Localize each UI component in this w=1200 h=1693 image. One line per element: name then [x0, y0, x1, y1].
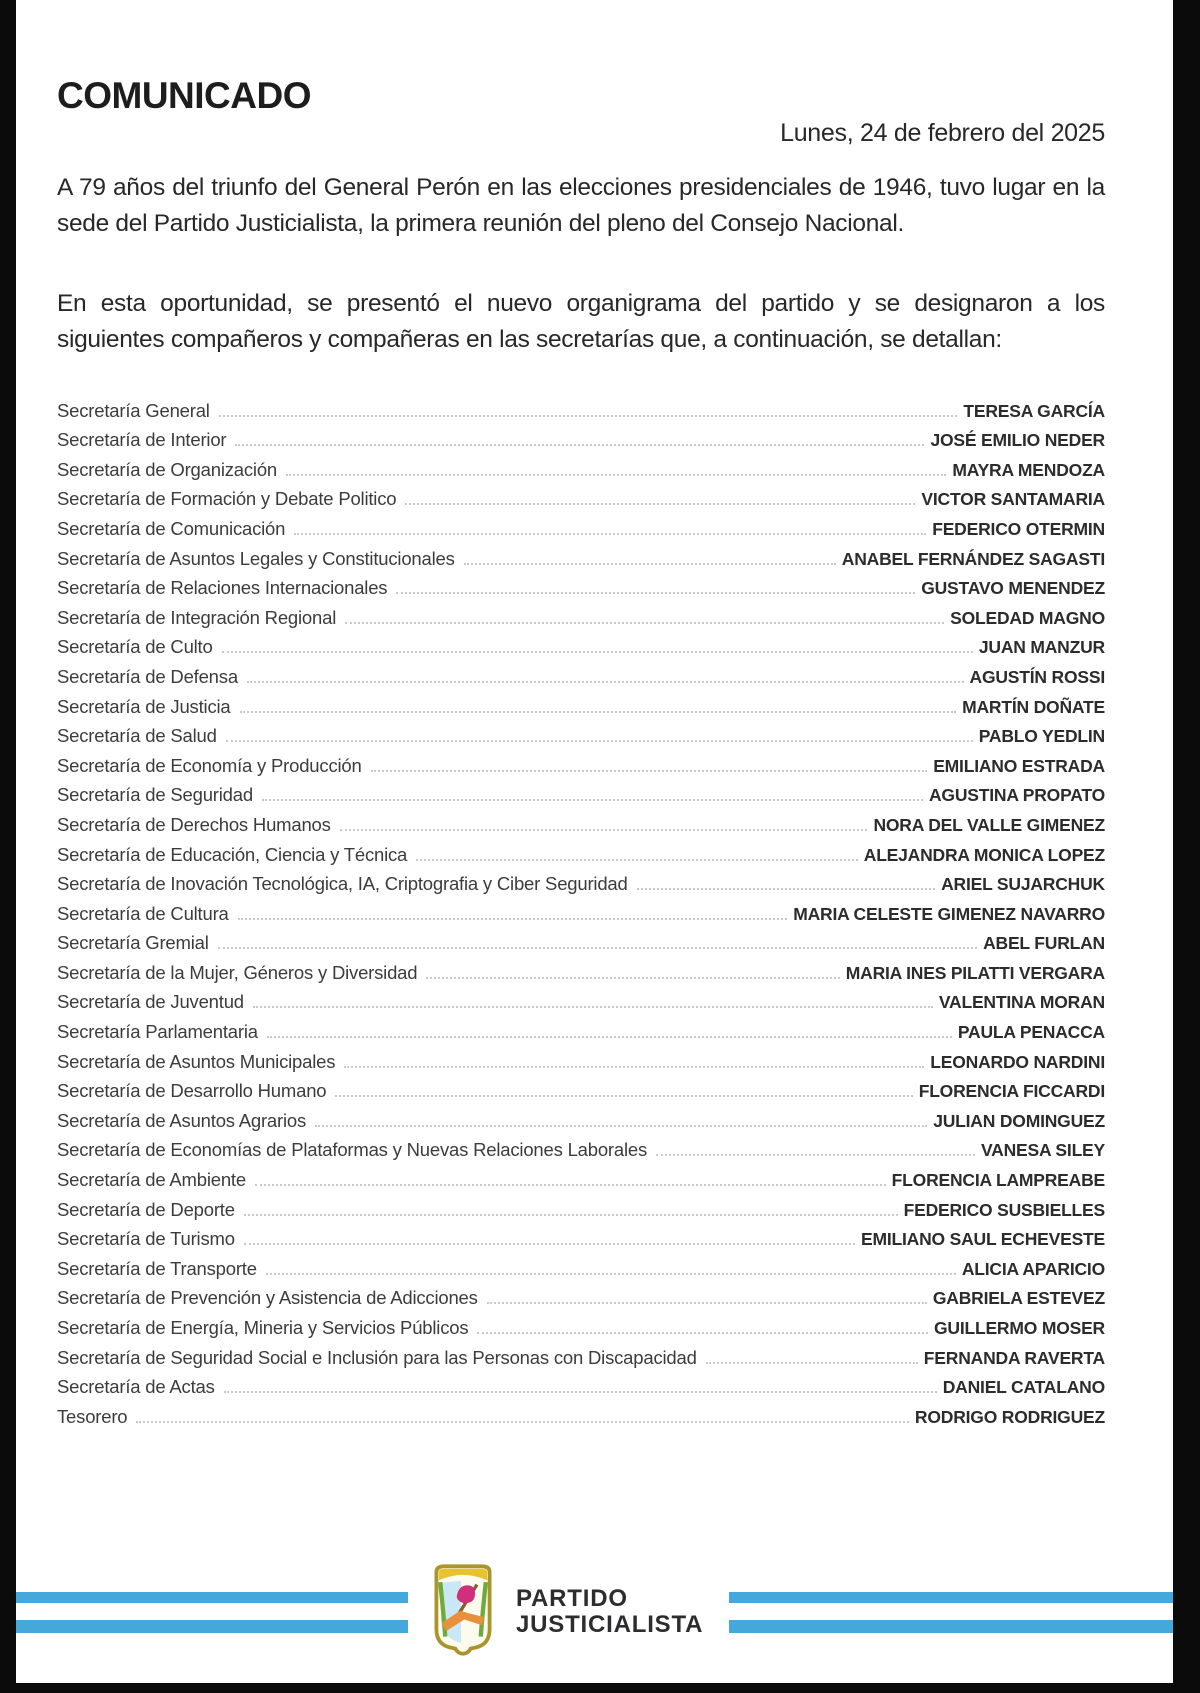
appointee-name: VICTOR SANTAMARIA: [921, 489, 1105, 510]
secretariat-label: Secretaría de Interior: [57, 429, 227, 451]
secretariat-label: Secretaría de Culto: [57, 636, 213, 658]
dotted-leader: [405, 503, 915, 505]
appointment-row: [57, 481, 1105, 511]
secretariat-label: Secretaría Gremial: [57, 932, 209, 954]
appointment-row: [57, 1309, 1105, 1339]
appointment-row: [57, 836, 1105, 866]
dotted-leader: [371, 770, 928, 772]
dotted-leader: [706, 1362, 918, 1364]
appointment-row: [57, 540, 1105, 570]
appointments-list: [57, 392, 1105, 1428]
appointment-row: [57, 1221, 1105, 1251]
secretariat-label: Secretaría de Educación, Ciencia y Técnica: [57, 843, 408, 865]
appointment-row: [57, 1280, 1105, 1310]
document-date: Lunes, 24 de febrero del 2025: [780, 119, 1105, 147]
dotted-leader: [240, 711, 957, 713]
dotted-leader: [253, 1006, 933, 1008]
secretariat-label: Secretaría de Organización: [57, 458, 278, 480]
flag-stripe: [729, 1620, 1173, 1633]
brand-line-1: PARTIDO: [516, 1585, 628, 1612]
secretariat-label: Secretaría de Inovación Tecnológica, IA, Criptografia y Ciber Seguridad: [57, 873, 628, 895]
dotted-leader: [224, 1391, 937, 1393]
appointee-name: ABEL FURLAN: [983, 933, 1105, 954]
appointee-name: JULIAN DOMINGUEZ: [933, 1110, 1105, 1131]
page-title: COMUNICADO: [57, 75, 311, 116]
appointee-name: ANABEL FERNÁNDEZ SAGASTI: [841, 548, 1105, 569]
appointee-name: FLORENCIA LAMPREABE: [891, 1170, 1105, 1191]
designations-paragraph: En esta oportunidad, se presentó el nuevo organigrama del partido y se designaron a los siguientes compañeros y compañeras en las secretarías que, a continuación, se detallan:: [57, 290, 1105, 353]
brand-line-2: JUSTICIALISTA: [516, 1611, 704, 1638]
dotted-leader: [416, 859, 858, 861]
appointee-name: JOSÉ EMILIO NEDER: [930, 430, 1105, 451]
secretariat-label: Secretaría de Cultura: [57, 902, 229, 924]
appointee-name: FERNANDA RAVERTA: [923, 1347, 1105, 1368]
dotted-leader: [286, 474, 946, 476]
communique-page: [16, 0, 1173, 1683]
appointment-row: [57, 925, 1105, 955]
appointee-name: MAYRA MENDOZA: [952, 459, 1105, 480]
secretariat-label: Secretaría de Prevención y Asistencia de Adicciones: [57, 1287, 478, 1309]
secretariat-label: Secretaría General: [57, 399, 210, 421]
dotted-leader: [464, 563, 836, 565]
appointee-name: ALICIA APARICIO: [961, 1258, 1105, 1279]
appointee-name: LEONARDO NARDINI: [930, 1051, 1105, 1072]
appointee-name: VANESA SILEY: [980, 1140, 1105, 1161]
dotted-leader: [656, 1154, 975, 1156]
appointment-row: [57, 1398, 1105, 1428]
dotted-leader: [267, 1036, 952, 1038]
secretariat-label: Secretaría de Integración Regional: [57, 606, 337, 628]
appointment-row: [57, 806, 1105, 836]
appointment-row: [57, 747, 1105, 777]
secretariat-label: Tesorero: [57, 1405, 128, 1427]
secretariat-label: Secretaría de Asuntos Legales y Constitucionales: [57, 547, 455, 569]
appointee-name: EMILIANO ESTRADA: [933, 755, 1105, 776]
secretariat-label: Secretaría de Deporte: [57, 1198, 235, 1220]
dotted-leader: [218, 947, 977, 949]
dotted-leader: [487, 1302, 927, 1304]
appointment-row: [57, 777, 1105, 807]
secretariat-label: Secretaría de Seguridad: [57, 784, 253, 806]
dotted-leader: [396, 592, 915, 594]
dotted-leader: [219, 415, 958, 417]
secretariat-label: Secretaría de Formación y Debate Politico: [57, 488, 397, 510]
dotted-leader: [244, 1243, 855, 1245]
appointee-name: GABRIELA ESTEVEZ: [932, 1288, 1105, 1309]
appointee-name: FEDERICO OTERMIN: [932, 518, 1105, 539]
appointment-row: [57, 1369, 1105, 1399]
flag-stripe-gap: [729, 1603, 1173, 1620]
dotted-leader: [136, 1421, 909, 1423]
secretariat-label: Secretaría de Juventud: [57, 991, 244, 1013]
appointee-name: ARIEL SUJARCHUK: [941, 874, 1105, 895]
dotted-leader: [340, 829, 868, 831]
appointment-row: [57, 422, 1105, 452]
footer: [16, 1556, 1173, 1668]
appointment-row: [57, 688, 1105, 718]
appointment-row: [57, 658, 1105, 688]
dotted-leader: [345, 622, 944, 624]
dotted-leader: [238, 918, 788, 920]
flag-stripe: [16, 1620, 408, 1633]
appointment-row: [57, 866, 1105, 896]
appointment-row: [57, 1013, 1105, 1043]
appointment-row: [57, 1161, 1105, 1191]
dotted-leader: [344, 1066, 924, 1068]
dotted-leader: [315, 1125, 927, 1127]
appointment-row: [57, 1102, 1105, 1132]
appointment-row: [57, 392, 1105, 422]
secretariat-label: Secretaría de Energía, Mineria y Servicios Públicos: [57, 1317, 469, 1338]
appointee-name: PABLO YEDLIN: [978, 726, 1105, 747]
dotted-leader: [222, 651, 973, 653]
pj-shield-logo-icon: [425, 1563, 501, 1662]
appointee-name: JUAN MANZUR: [978, 637, 1105, 658]
appointee-name: MARIA INES PILATTI VERGARA: [845, 962, 1105, 983]
secretariat-label: Secretaría de Salud: [57, 725, 217, 747]
appointment-row: [57, 1073, 1105, 1103]
appointee-name: MARTÍN DOÑATE: [962, 696, 1105, 717]
appointee-name: GUILLERMO MOSER: [933, 1318, 1105, 1338]
appointee-name: FLORENCIA FICCARDI: [918, 1081, 1105, 1102]
appointment-row: [57, 895, 1105, 925]
dotted-leader: [262, 799, 923, 801]
appointee-name: MARIA CELESTE GIMENEZ NAVARRO: [793, 903, 1105, 924]
appointment-row: [57, 510, 1105, 540]
appointee-name: VALENTINA MORAN: [938, 992, 1105, 1013]
secretariat-label: Secretaría de Relaciones Internacionales: [57, 577, 388, 599]
appointee-name: PAULA PENACCA: [957, 1022, 1105, 1043]
dotted-leader: [255, 1184, 886, 1186]
secretariat-label: Secretaría de Transporte: [57, 1257, 257, 1279]
secretariat-label: Secretaría de Seguridad Social e Inclusión para las Personas con Discapacidad: [57, 1346, 697, 1368]
secretariat-label: Secretaría de Economías de Plataformas y Nuevas Relaciones Laborales: [57, 1139, 648, 1161]
appointee-name: TERESA GARCÍA: [963, 400, 1105, 421]
dotted-leader: [266, 1273, 956, 1275]
dotted-leader: [426, 977, 839, 979]
appointment-row: [57, 451, 1105, 481]
appointment-row: [57, 599, 1105, 629]
dotted-leader: [477, 1332, 928, 1334]
appointment-row: [57, 718, 1105, 748]
appointee-name: RODRIGO RODRIGUEZ: [914, 1406, 1105, 1427]
appointee-name: EMILIANO SAUL ECHEVESTE: [861, 1229, 1105, 1250]
secretariat-label: Secretaría de la Mujer, Géneros y Diversidad: [57, 961, 418, 983]
secretariat-label: Secretaría de Asuntos Agrarios: [57, 1109, 307, 1131]
flag-stripe-gap: [16, 1603, 408, 1620]
intro-paragraph: A 79 años del triunfo del General Perón en las elecciones presidenciales de 1946, tuvo lugar en la sede del Partido Justicialista, la primera reunión del pleno del Consejo Nacional.: [57, 174, 1105, 237]
appointment-row: [57, 954, 1105, 984]
appointee-name: SOLEDAD MAGNO: [950, 607, 1105, 628]
secretariat-label: Secretaría de Comunicación: [57, 517, 286, 539]
appointment-row: [57, 1043, 1105, 1073]
appointee-name: GUSTAVO MENENDEZ: [921, 578, 1105, 599]
secretariat-label: Secretaría de Asuntos Municipales: [57, 1050, 336, 1072]
dotted-leader: [335, 1095, 912, 1097]
flag-stripes-right: [729, 1592, 1173, 1633]
dotted-leader: [637, 888, 935, 890]
secretariat-label: Secretaría de Desarrollo Humano: [57, 1080, 327, 1102]
appointment-row: [57, 1191, 1105, 1221]
secretariat-label: Secretaría de Economía y Producción: [57, 754, 362, 776]
appointee-name: AGUSTÍN ROSSI: [969, 666, 1105, 687]
dotted-leader: [244, 1214, 898, 1216]
secretariat-label: Secretaría de Turismo: [57, 1228, 235, 1250]
appointment-row: [57, 1250, 1105, 1280]
appointee-name: NORA DEL VALLE GIMENEZ: [873, 814, 1105, 835]
secretariat-label: Secretaría de Actas: [57, 1376, 215, 1398]
flag-stripe: [729, 1592, 1173, 1603]
appointment-row: [57, 1132, 1105, 1162]
secretariat-label: Secretaría de Derechos Humanos: [57, 813, 331, 835]
flag-stripes-left: [16, 1592, 408, 1633]
secretariat-label: Secretaría de Justicia: [57, 695, 231, 717]
secretariat-label: Secretaría Parlamentaria: [57, 1021, 258, 1043]
appointee-name: ALEJANDRA MONICA LOPEZ: [863, 844, 1105, 865]
secretariat-label: Secretaría de Defensa: [57, 665, 238, 687]
appointment-row: [57, 984, 1105, 1014]
brand-wordmark: [516, 1586, 703, 1638]
flag-stripe: [16, 1592, 408, 1603]
dotted-leader: [294, 533, 926, 535]
appointee-name: FEDERICO SUSBIELLES: [903, 1199, 1105, 1220]
appointment-row: [57, 629, 1105, 659]
dotted-leader: [235, 444, 924, 446]
dotted-leader: [247, 681, 964, 683]
appointee-name: AGUSTINA PROPATO: [928, 785, 1105, 806]
appointment-row: [57, 570, 1105, 600]
secretariat-label: Secretaría de Ambiente: [57, 1169, 246, 1191]
dotted-leader: [226, 740, 973, 742]
appointee-name: DANIEL CATALANO: [942, 1377, 1105, 1398]
appointment-row: [57, 1339, 1105, 1369]
